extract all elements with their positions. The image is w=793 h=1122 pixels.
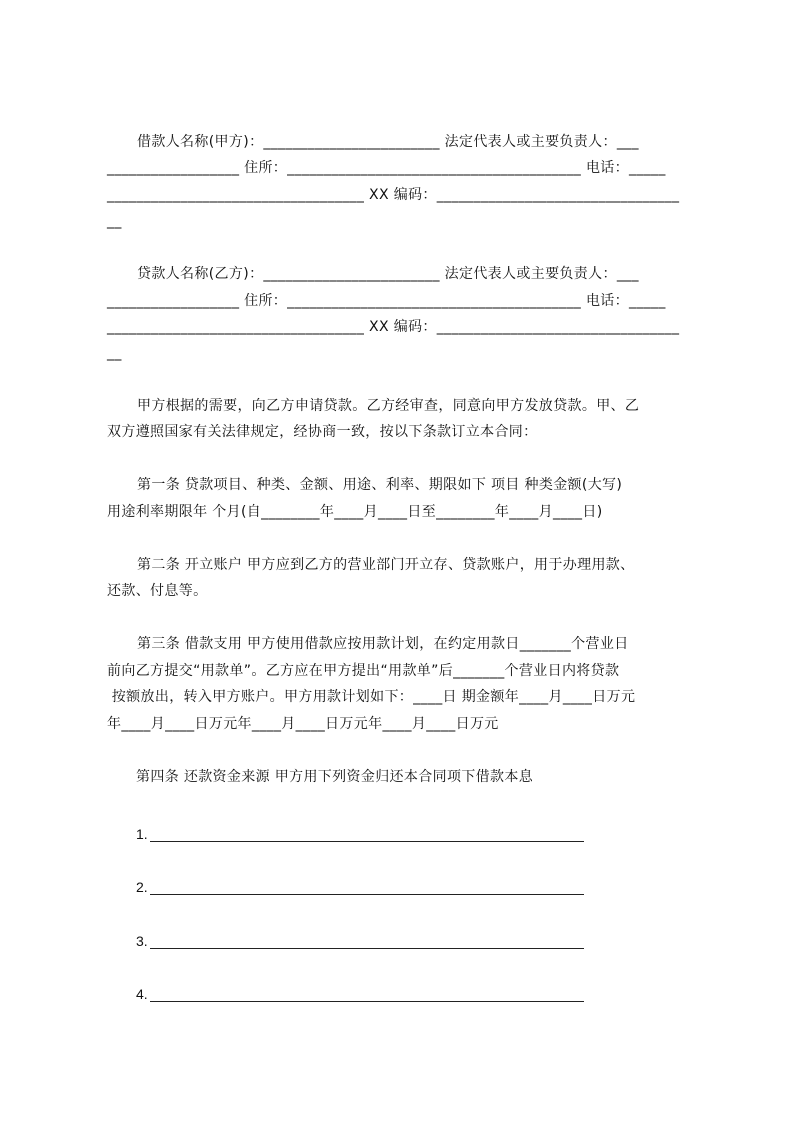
item-blank-1 — [150, 841, 584, 842]
item-label-2: 2. — [136, 879, 148, 895]
borrower-line-3: ___________________________________ XX 编码：_________________________________ — [107, 187, 680, 203]
article1-line-2: 用途利率期限年 个月(自________年____月____日至________年____月____日) — [107, 504, 603, 520]
borrower-line-4: __ — [107, 213, 122, 229]
item-label-3: 3. — [136, 933, 148, 949]
article3-line-1: 第三条 借款支用 甲方使用借款应按用款计划，在约定用款日_______个营业日 — [137, 636, 629, 652]
lender-line-4: __ — [107, 345, 122, 361]
article4-heading: 第四条 还款资金来源 甲方用下列资金归还本合同项下借款本息 — [136, 769, 534, 785]
item-blank-2 — [150, 894, 584, 895]
article3-line-4: 年____月____日万元年____月____日万元年____月____日万元 — [107, 716, 499, 732]
article2-line-1: 第二条 开立账户 甲方应到乙方的营业部门开立存、贷款账户，用于办理用款、 — [137, 557, 635, 573]
article1-line-1: 第一条 贷款项目、种类、金额、用途、利率、期限如下 项目 种类金额(大写) — [137, 477, 623, 493]
item-label-4: 4. — [136, 986, 148, 1002]
lender-line-3: ___________________________________ XX 编码：_________________________________ — [107, 319, 680, 335]
item-blank-3 — [150, 948, 584, 949]
article2-line-2: 还款、付息等。 — [107, 583, 208, 599]
article3-line-3: 按额放出，转入甲方账户。甲方用款计划如下：____日 期金额年____月____日万元 — [107, 689, 636, 705]
article3-line-2: 前向乙方提交“用款单”。乙方应在甲方提出“用款单”后_______个营业日内将贷款 — [107, 663, 620, 679]
lender-line-2: __________________ 住所：________________________________________ 电话：_____ — [107, 293, 666, 309]
item-label-1: 1. — [136, 826, 148, 842]
lender-line-1: 贷款人名称(乙方)：________________________ 法定代表人或主要负责人：___ — [137, 266, 639, 282]
item-blank-4 — [150, 1001, 584, 1002]
intro-line-1: 甲方根据的需要，向乙方申请贷款。乙方经审查，同意向甲方发放贷款。甲、乙 — [137, 398, 640, 414]
intro-line-2: 双方遵照国家有关法律规定，经协商一致，按以下条款订立本合同： — [107, 424, 538, 440]
borrower-line-1: 借款人名称(甲方)：________________________ 法定代表人或主要负责人：___ — [137, 134, 639, 150]
borrower-line-2: __________________ 住所：________________________________________ 电话：_____ — [107, 160, 666, 176]
